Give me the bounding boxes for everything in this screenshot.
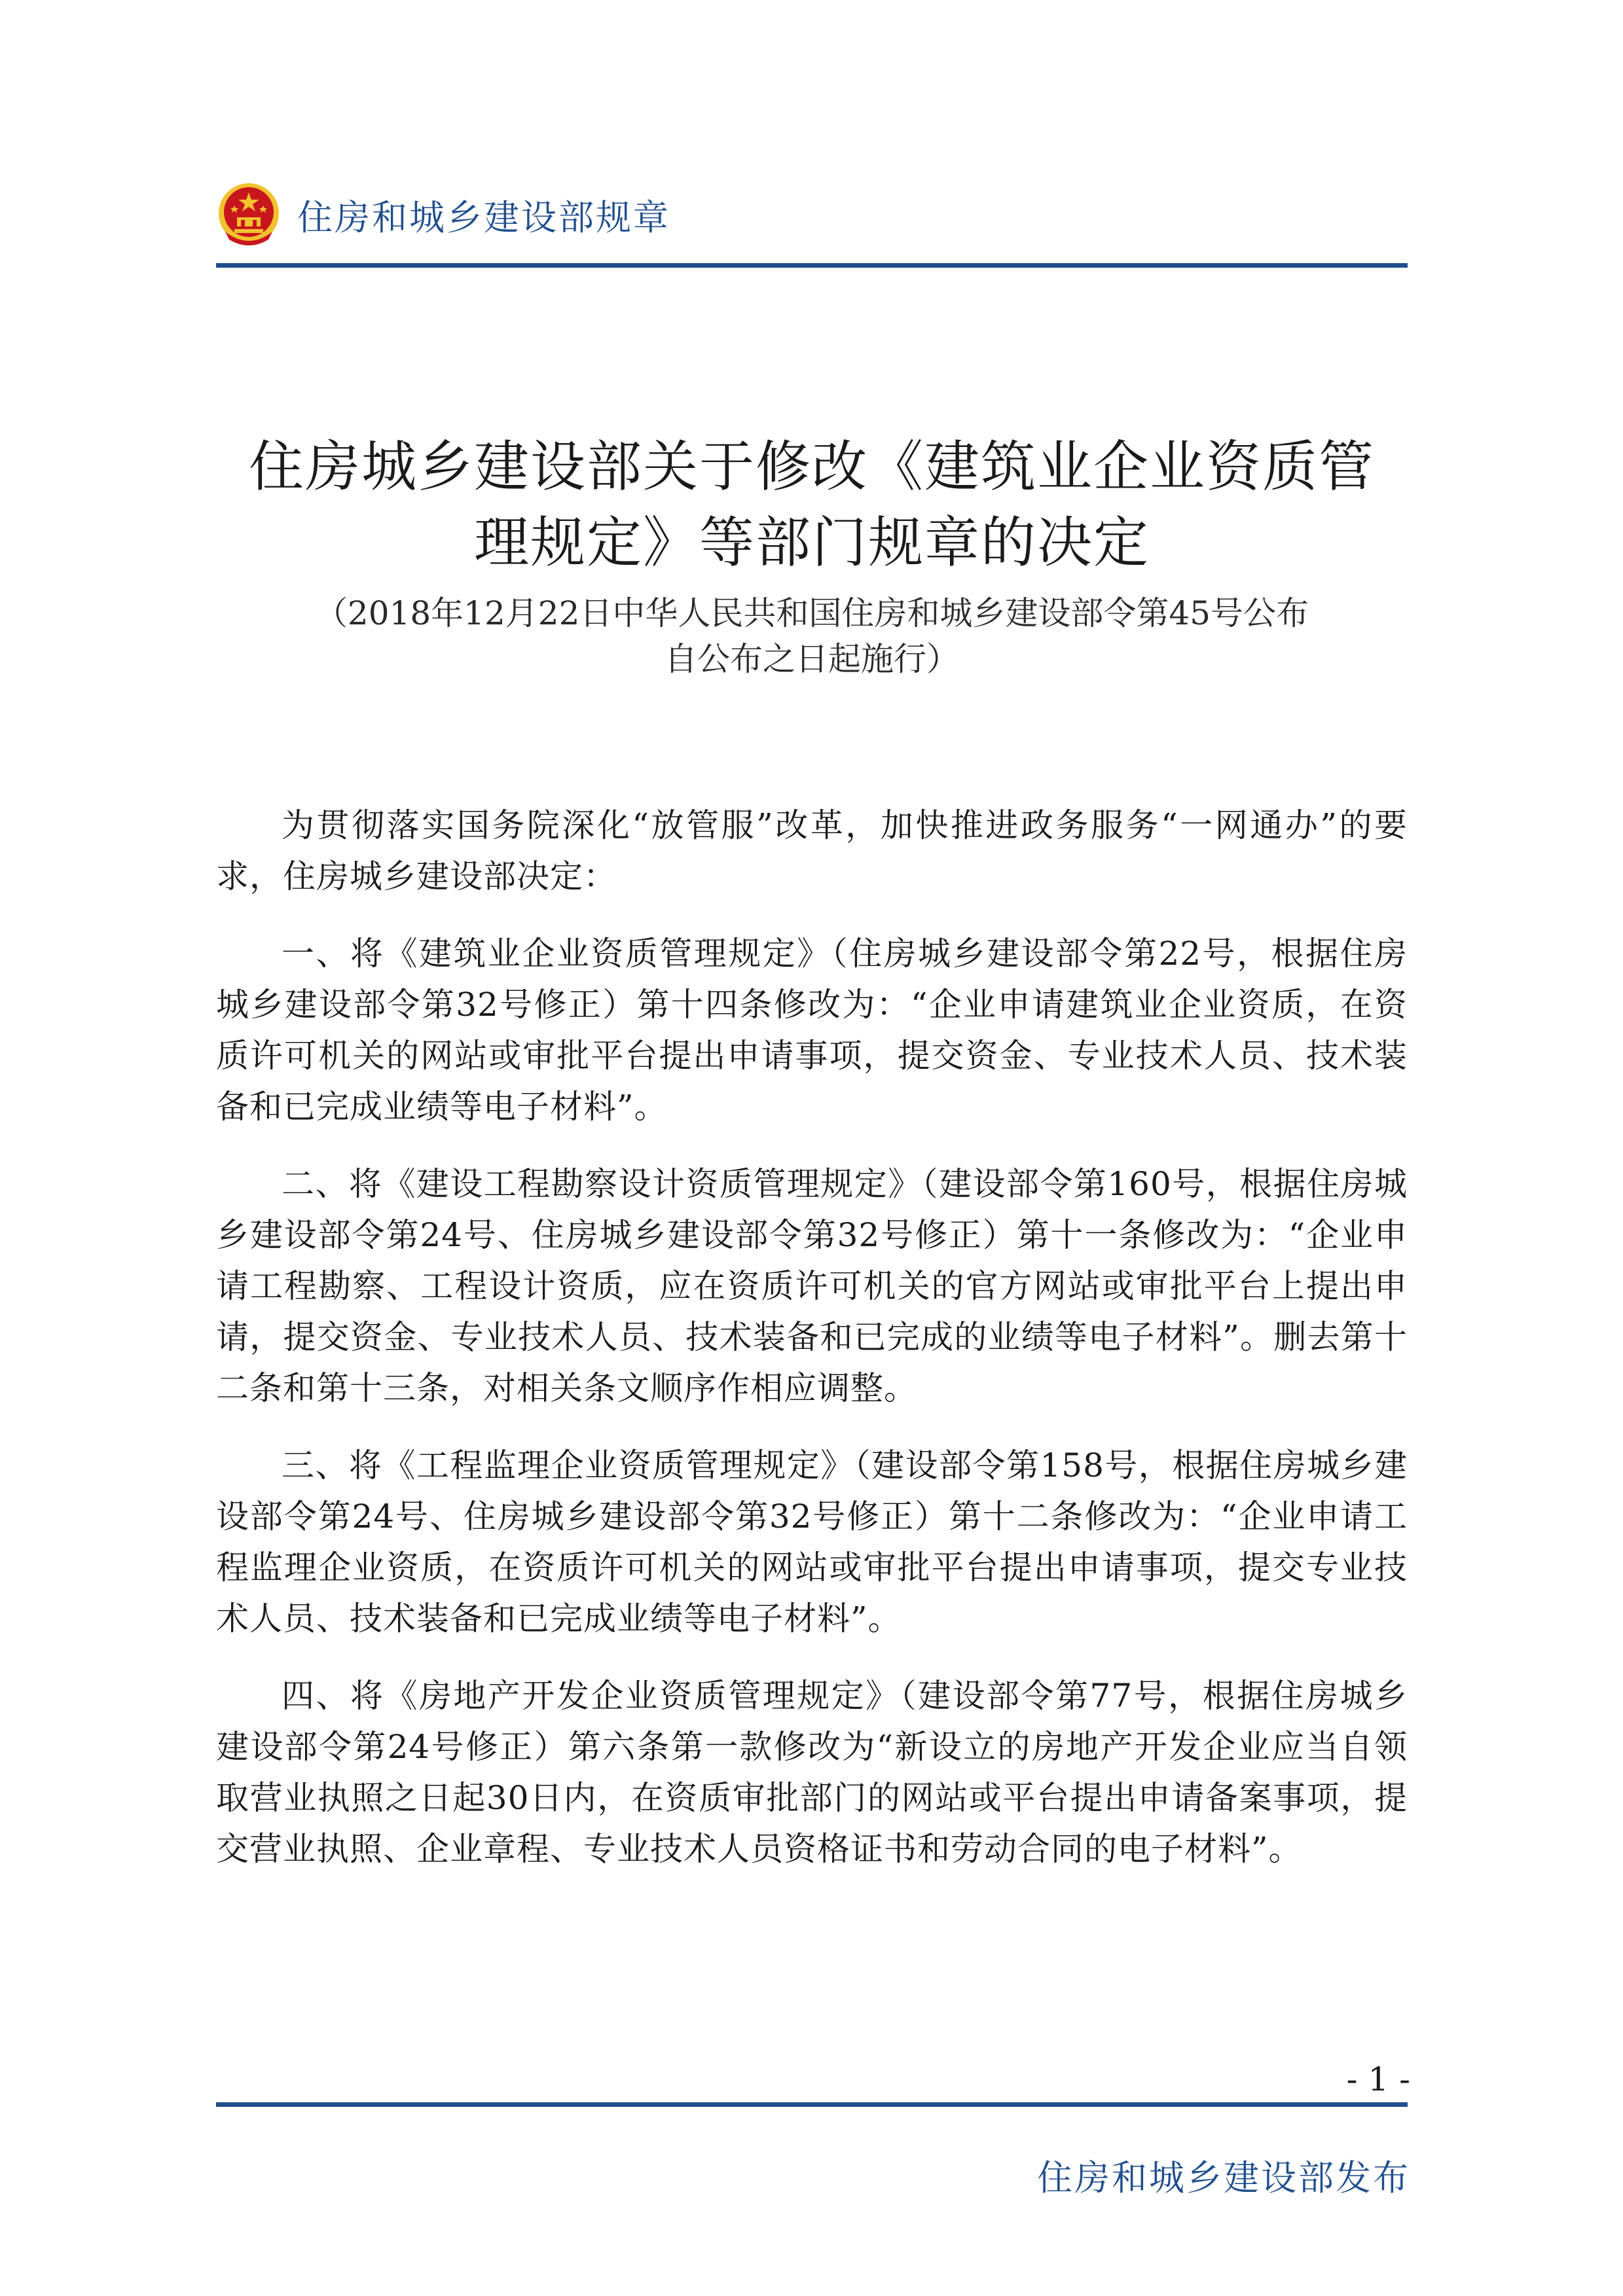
document-title-line: 理规定》等部门规章的决定 [473, 511, 1150, 575]
national-emblem-icon [216, 179, 282, 250]
document-body [216, 800, 1408, 1901]
page-header [216, 175, 670, 254]
document-subtitle-line: 自公布之日起施行） [665, 640, 959, 678]
paragraph-article-1: 一、将《建筑业企业资质管理规定》（住房城乡建设部令第22号，根据住房城乡建设部令第32号修正）第十四条修改为：“企业申请建筑业企业资质，在资质许可机关的网站或审批平台提出申请事项，提交资金、专业技术人员、技术装备和已完成业绩等电子材料”。 [216, 935, 1408, 1126]
paragraph-article-4: 四、将《房地产开发企业资质管理规定》（建设部令第77号，根据住房城乡建设部令第24号修正）第六条第一款修改为“新设立的房地产开发企业应当自领取营业执照之日起30日内，在资质审批部门的网站或平台提出申请备案事项，提交营业执照、企业章程、专业技术人员资格证书和劳动合同的电子材料”。 [216, 1677, 1408, 1868]
header-divider [216, 263, 1408, 268]
document-subtitle-line: （2018年12月22日中华人民共和国住房和城乡建设部令第45号公布 [314, 594, 1309, 632]
footer-publisher: 住房和城乡建设部发布 [1037, 2157, 1410, 2198]
page-number: - 1 - [1346, 2060, 1410, 2098]
document-title-line: 住房城乡建设部关于修改《建筑业企业资质管 [248, 435, 1375, 499]
document-title [196, 429, 1427, 581]
document-subtitle [196, 590, 1427, 682]
footer-divider [216, 2102, 1408, 2107]
paragraph-preamble: 为贯彻落实国务院深化“放管服”改革，加快推进政务服务“一网通办”的要求，住房城乡建设部决定： [216, 806, 1408, 895]
paragraph-article-2: 二、将《建设工程勘察设计资质管理规定》（建设部令第160号，根据住房城乡建设部令第24号、住房城乡建设部令第32号修正）第十一条修改为：“企业申请工程勘察、工程设计资质，应在资质许可机关的官方网站或审批平台上提出申请，提交资金、专业技术人员、技术装备和已完成的业绩等电子材料”。删去第十二条和第十三条，对相关条文顺序作相应调整。 [216, 1165, 1408, 1407]
header-title: 住房和城乡建设部规章 [297, 196, 670, 238]
paragraph-article-3: 三、将《工程监理企业资质管理规定》（建设部令第158号，根据住房城乡建设部令第24号、住房城乡建设部令第32号修正）第十二条修改为：“企业申请工程监理企业资质，在资质许可机关的网站或审批平台提出申请事项，提交专业技术人员、技术装备和已完成业绩等电子材料”。 [216, 1446, 1408, 1638]
